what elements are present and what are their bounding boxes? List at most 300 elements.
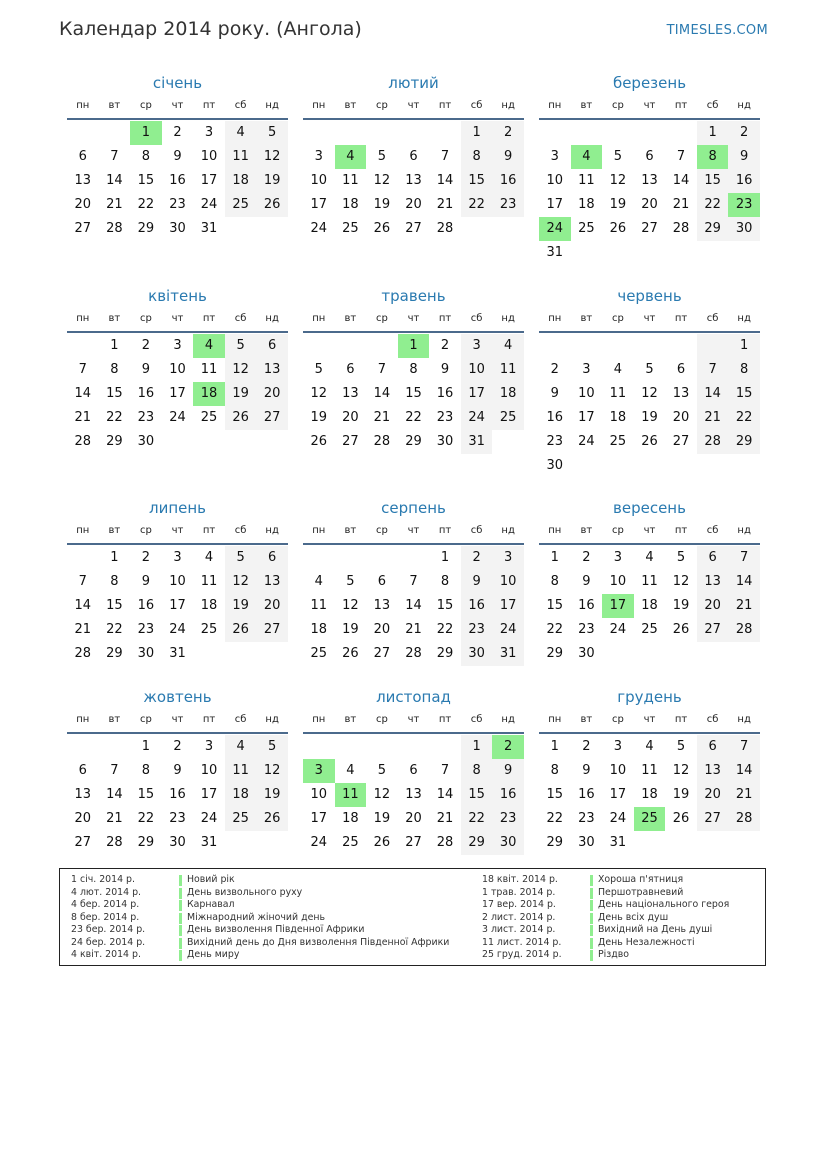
day-cell[interactable]: 10 [609,763,627,778]
day-cell[interactable]: 1 [110,338,119,353]
day-cell[interactable]: 4 [346,763,355,778]
day-cell[interactable]: 7 [728,735,760,759]
day-cell[interactable]: 9 [550,386,559,401]
day-cell[interactable]: 30 [137,434,155,449]
day-cell[interactable]: 10 [169,574,186,589]
day-cell[interactable]: 17 [310,197,328,212]
day-cell[interactable]: 8 [110,362,119,377]
day-cell[interactable]: 17 [602,594,634,618]
day-cell[interactable]: 1 [130,121,162,145]
day-cell[interactable]: 20 [342,410,359,425]
day-cell[interactable]: 12 [225,358,257,382]
day-cell[interactable]: 15 [436,598,454,613]
day-cell[interactable]: 2 [550,362,559,377]
day-cell[interactable]: 3 [582,362,591,377]
day-cell[interactable]: 15 [137,173,155,188]
day-cell[interactable]: 23 [492,193,524,217]
day-cell[interactable]: 13 [697,570,729,594]
day-cell[interactable]: 24 [169,410,186,425]
day-cell[interactable]: 2 [141,338,151,353]
day-cell[interactable]: 29 [697,217,729,241]
day-cell[interactable]: 31 [461,430,493,454]
day-cell[interactable]: 14 [728,570,760,594]
day-cell[interactable]: 21 [728,594,760,618]
day-cell[interactable]: 15 [106,598,123,613]
day-cell[interactable]: 11 [200,574,218,589]
day-cell[interactable]: 14 [436,173,454,188]
day-cell[interactable]: 7 [697,358,729,382]
day-cell[interactable]: 1 [697,121,729,145]
day-cell[interactable]: 19 [609,197,627,212]
day-cell[interactable]: 2 [173,739,182,754]
day-cell[interactable]: 27 [672,434,690,449]
day-cell[interactable]: 10 [546,173,564,188]
day-cell[interactable]: 9 [728,145,760,169]
day-cell[interactable]: 21 [728,783,760,807]
day-cell[interactable]: 31 [200,221,218,236]
day-cell[interactable]: 6 [78,149,87,164]
day-cell[interactable]: 14 [373,386,391,401]
day-cell[interactable]: 6 [346,362,355,377]
day-cell[interactable]: 23 [137,410,155,425]
day-cell[interactable]: 25 [225,193,257,217]
day-cell[interactable]: 8 [461,759,493,783]
day-cell[interactable]: 10 [169,362,186,377]
day-cell[interactable]: 8 [141,149,151,164]
day-cell[interactable]: 30 [461,642,493,666]
day-cell[interactable]: 20 [256,594,288,618]
day-cell[interactable]: 19 [225,382,257,406]
day-cell[interactable]: 30 [169,221,186,236]
day-cell[interactable]: 18 [225,169,257,193]
day-cell[interactable]: 26 [310,434,328,449]
day-cell[interactable]: 5 [676,550,686,565]
day-cell[interactable]: 7 [78,574,87,589]
day-cell[interactable]: 25 [225,807,257,831]
day-cell[interactable]: 4 [571,145,603,169]
day-cell[interactable]: 26 [672,811,690,826]
day-cell[interactable]: 20 [74,197,92,212]
day-cell[interactable]: 30 [578,646,595,661]
day-cell[interactable]: 30 [546,458,564,473]
day-cell[interactable]: 23 [728,193,760,217]
day-cell[interactable]: 6 [377,574,387,589]
day-cell[interactable]: 12 [310,386,328,401]
day-cell[interactable]: 24 [609,622,627,637]
day-cell[interactable]: 21 [74,410,92,425]
day-cell[interactable]: 23 [137,622,155,637]
day-cell[interactable]: 14 [74,598,92,613]
day-cell[interactable]: 19 [373,811,391,826]
day-cell[interactable]: 29 [436,646,454,661]
day-cell[interactable]: 16 [546,410,564,425]
day-cell[interactable]: 4 [645,550,654,565]
day-cell[interactable]: 30 [137,646,155,661]
day-cell[interactable]: 13 [672,386,690,401]
day-cell[interactable]: 5 [346,574,355,589]
day-cell[interactable]: 18 [641,787,658,802]
day-cell[interactable]: 21 [436,811,454,826]
day-cell[interactable]: 5 [225,334,257,358]
day-cell[interactable]: 27 [74,221,92,236]
day-cell[interactable]: 16 [461,594,493,618]
day-cell[interactable]: 23 [436,410,454,425]
day-cell[interactable]: 3 [492,546,524,570]
day-cell[interactable]: 13 [373,598,391,613]
day-cell[interactable]: 1 [461,121,493,145]
day-cell[interactable]: 18 [310,622,328,637]
day-cell[interactable]: 14 [106,173,123,188]
day-cell[interactable]: 19 [256,169,288,193]
day-cell[interactable]: 24 [200,811,218,826]
day-cell[interactable]: 21 [436,197,454,212]
day-cell[interactable]: 12 [672,574,690,589]
day-cell[interactable]: 24 [578,434,595,449]
day-cell[interactable]: 13 [405,173,422,188]
day-cell[interactable]: 12 [225,570,257,594]
day-cell[interactable]: 23 [461,618,493,642]
day-cell[interactable]: 17 [169,386,186,401]
day-cell[interactable]: 26 [641,434,658,449]
day-cell[interactable]: 17 [492,594,524,618]
day-cell[interactable]: 6 [697,546,729,570]
day-cell[interactable]: 22 [546,811,564,826]
day-cell[interactable]: 27 [373,646,391,661]
day-cell[interactable]: 5 [256,735,288,759]
day-cell[interactable]: 28 [436,835,454,850]
day-cell[interactable]: 17 [169,598,186,613]
day-cell[interactable]: 1 [550,550,559,565]
day-cell[interactable]: 12 [256,759,288,783]
day-cell[interactable]: 16 [137,386,155,401]
day-cell[interactable]: 8 [110,574,119,589]
day-cell[interactable]: 16 [492,783,524,807]
day-cell[interactable]: 9 [141,574,151,589]
day-cell[interactable]: 15 [697,169,729,193]
day-cell[interactable]: 8 [461,145,493,169]
day-cell[interactable]: 28 [106,835,123,850]
day-cell[interactable]: 31 [169,646,186,661]
day-cell[interactable]: 24 [609,811,627,826]
day-cell[interactable]: 3 [204,739,214,754]
day-cell[interactable]: 12 [641,386,658,401]
day-cell[interactable]: 16 [137,598,155,613]
day-cell[interactable]: 6 [256,546,288,570]
day-cell[interactable]: 29 [106,434,123,449]
day-cell[interactable]: 16 [492,169,524,193]
day-cell[interactable]: 28 [74,646,92,661]
day-cell[interactable]: 25 [200,622,218,637]
day-cell[interactable]: 30 [492,831,524,855]
day-cell[interactable]: 23 [492,807,524,831]
day-cell[interactable]: 25 [578,221,595,236]
day-cell[interactable]: 6 [78,763,87,778]
day-cell[interactable]: 22 [106,410,123,425]
day-cell[interactable]: 25 [634,807,666,831]
day-cell[interactable]: 7 [110,149,119,164]
day-cell[interactable]: 18 [609,410,627,425]
day-cell[interactable]: 22 [546,622,564,637]
day-cell[interactable]: 20 [672,410,690,425]
site-brand-link[interactable]: TIMESLES.COM [666,23,768,38]
day-cell[interactable]: 20 [74,811,92,826]
day-cell[interactable]: 20 [256,382,288,406]
day-cell[interactable]: 13 [74,173,92,188]
day-cell[interactable]: 8 [440,574,450,589]
day-cell[interactable]: 16 [728,169,760,193]
day-cell[interactable]: 24 [169,622,186,637]
day-cell[interactable]: 3 [173,550,182,565]
day-cell[interactable]: 5 [676,739,686,754]
day-cell[interactable]: 19 [641,410,658,425]
day-cell[interactable]: 17 [461,382,493,406]
day-cell[interactable]: 10 [310,787,328,802]
day-cell[interactable]: 5 [613,149,623,164]
day-cell[interactable]: 21 [672,197,690,212]
day-cell[interactable]: 23 [169,811,186,826]
day-cell[interactable]: 13 [342,386,359,401]
day-cell[interactable]: 20 [697,594,729,618]
day-cell[interactable]: 13 [256,570,288,594]
day-cell[interactable]: 16 [169,787,186,802]
day-cell[interactable]: 12 [672,763,690,778]
day-cell[interactable]: 25 [310,646,328,661]
day-cell[interactable]: 11 [342,173,359,188]
day-cell[interactable]: 9 [440,362,450,377]
day-cell[interactable]: 18 [193,382,225,406]
day-cell[interactable]: 23 [546,434,564,449]
day-cell[interactable]: 11 [335,783,367,807]
day-cell[interactable]: 18 [342,197,359,212]
day-cell[interactable]: 19 [672,787,690,802]
day-cell[interactable]: 3 [173,338,182,353]
day-cell[interactable]: 6 [409,149,418,164]
day-cell[interactable]: 25 [200,410,218,425]
day-cell[interactable]: 22 [137,197,155,212]
day-cell[interactable]: 11 [200,362,218,377]
day-cell[interactable]: 11 [225,759,257,783]
day-cell[interactable]: 22 [728,406,760,430]
day-cell[interactable]: 15 [546,787,564,802]
day-cell[interactable]: 16 [169,173,186,188]
day-cell[interactable]: 28 [672,221,690,236]
day-cell[interactable]: 10 [200,763,218,778]
day-cell[interactable]: 20 [405,197,422,212]
day-cell[interactable]: 4 [335,145,367,169]
day-cell[interactable]: 24 [310,835,328,850]
day-cell[interactable]: 16 [578,598,595,613]
day-cell[interactable]: 20 [405,811,422,826]
day-cell[interactable]: 24 [461,406,493,430]
day-cell[interactable]: 5 [377,763,387,778]
day-cell[interactable]: 11 [609,386,627,401]
day-cell[interactable]: 7 [440,763,450,778]
day-cell[interactable]: 16 [578,787,595,802]
day-cell[interactable]: 10 [461,358,493,382]
day-cell[interactable]: 13 [74,787,92,802]
day-cell[interactable]: 13 [697,759,729,783]
day-cell[interactable]: 22 [461,193,493,217]
day-cell[interactable]: 11 [641,763,658,778]
day-cell[interactable]: 22 [137,811,155,826]
day-cell[interactable]: 27 [697,807,729,831]
day-cell[interactable]: 15 [137,787,155,802]
day-cell[interactable]: 29 [546,646,564,661]
day-cell[interactable]: 26 [256,807,288,831]
day-cell[interactable]: 19 [373,197,391,212]
day-cell[interactable]: 7 [78,362,87,377]
day-cell[interactable]: 2 [492,735,524,759]
day-cell[interactable]: 28 [697,430,729,454]
day-cell[interactable]: 24 [492,618,524,642]
day-cell[interactable]: 4 [645,739,654,754]
day-cell[interactable]: 27 [74,835,92,850]
day-cell[interactable]: 7 [377,362,387,377]
day-cell[interactable]: 26 [672,622,690,637]
day-cell[interactable]: 2 [492,121,524,145]
day-cell[interactable]: 12 [256,145,288,169]
day-cell[interactable]: 24 [539,217,571,241]
day-cell[interactable]: 31 [609,835,627,850]
day-cell[interactable]: 12 [609,173,627,188]
day-cell[interactable]: 9 [461,570,493,594]
day-cell[interactable]: 9 [173,149,182,164]
day-cell[interactable]: 18 [200,598,218,613]
day-cell[interactable]: 20 [641,197,658,212]
day-cell[interactable]: 11 [310,598,328,613]
day-cell[interactable]: 4 [225,735,257,759]
day-cell[interactable]: 1 [728,334,760,358]
day-cell[interactable]: 2 [173,125,182,140]
day-cell[interactable]: 15 [728,382,760,406]
day-cell[interactable]: 7 [440,149,450,164]
day-cell[interactable]: 22 [697,193,729,217]
day-cell[interactable]: 26 [609,221,627,236]
day-cell[interactable]: 5 [256,121,288,145]
day-cell[interactable]: 7 [728,546,760,570]
day-cell[interactable]: 10 [492,570,524,594]
day-cell[interactable]: 10 [310,173,328,188]
day-cell[interactable]: 25 [492,406,524,430]
day-cell[interactable]: 12 [373,787,391,802]
day-cell[interactable]: 27 [405,221,422,236]
day-cell[interactable]: 24 [200,197,218,212]
day-cell[interactable]: 11 [641,574,658,589]
day-cell[interactable]: 29 [137,835,155,850]
day-cell[interactable]: 27 [256,406,288,430]
day-cell[interactable]: 28 [106,221,123,236]
day-cell[interactable]: 3 [303,759,335,783]
day-cell[interactable]: 29 [405,434,422,449]
day-cell[interactable]: 5 [377,149,387,164]
day-cell[interactable]: 23 [169,197,186,212]
day-cell[interactable]: 25 [609,434,627,449]
day-cell[interactable]: 28 [373,434,391,449]
day-cell[interactable]: 11 [225,145,257,169]
day-cell[interactable]: 3 [461,334,493,358]
day-cell[interactable]: 17 [310,811,328,826]
day-cell[interactable]: 4 [492,334,524,358]
day-cell[interactable]: 27 [641,221,658,236]
day-cell[interactable]: 2 [461,546,493,570]
day-cell[interactable]: 23 [578,811,595,826]
day-cell[interactable]: 6 [645,149,654,164]
day-cell[interactable]: 21 [74,622,92,637]
day-cell[interactable]: 24 [310,221,328,236]
day-cell[interactable]: 7 [110,763,119,778]
day-cell[interactable]: 29 [461,831,493,855]
day-cell[interactable]: 3 [550,149,559,164]
day-cell[interactable]: 6 [256,334,288,358]
day-cell[interactable]: 20 [373,622,391,637]
day-cell[interactable]: 1 [461,735,493,759]
day-cell[interactable]: 26 [256,193,288,217]
day-cell[interactable]: 4 [204,550,214,565]
day-cell[interactable]: 3 [613,550,623,565]
day-cell[interactable]: 29 [546,835,564,850]
day-cell[interactable]: 29 [137,221,155,236]
day-cell[interactable]: 15 [546,598,564,613]
day-cell[interactable]: 25 [342,835,359,850]
day-cell[interactable]: 14 [405,598,422,613]
day-cell[interactable]: 21 [106,811,123,826]
day-cell[interactable]: 30 [578,835,595,850]
day-cell[interactable]: 17 [578,410,595,425]
day-cell[interactable]: 8 [550,763,559,778]
day-cell[interactable]: 12 [373,173,391,188]
day-cell[interactable]: 28 [436,221,454,236]
day-cell[interactable]: 1 [141,739,151,754]
day-cell[interactable]: 15 [106,386,123,401]
day-cell[interactable]: 22 [461,807,493,831]
day-cell[interactable]: 23 [578,622,595,637]
day-cell[interactable]: 25 [641,622,658,637]
day-cell[interactable]: 27 [342,434,359,449]
day-cell[interactable]: 14 [74,386,92,401]
day-cell[interactable]: 8 [409,362,418,377]
day-cell[interactable]: 13 [256,358,288,382]
day-cell[interactable]: 4 [193,334,225,358]
day-cell[interactable]: 17 [609,787,627,802]
day-cell[interactable]: 16 [436,386,454,401]
day-cell[interactable]: 6 [697,735,729,759]
day-cell[interactable]: 11 [578,173,595,188]
day-cell[interactable]: 26 [373,835,391,850]
day-cell[interactable]: 21 [405,622,422,637]
day-cell[interactable]: 19 [256,783,288,807]
day-cell[interactable]: 18 [492,382,524,406]
day-cell[interactable]: 21 [697,406,729,430]
day-cell[interactable]: 4 [225,121,257,145]
day-cell[interactable]: 13 [405,787,422,802]
day-cell[interactable]: 28 [728,618,760,642]
day-cell[interactable]: 3 [314,149,323,164]
day-cell[interactable]: 27 [256,618,288,642]
day-cell[interactable]: 9 [582,763,591,778]
day-cell[interactable]: 19 [310,410,328,425]
day-cell[interactable]: 5 [645,362,654,377]
day-cell[interactable]: 9 [582,574,591,589]
day-cell[interactable]: 13 [641,173,658,188]
day-cell[interactable]: 18 [225,783,257,807]
day-cell[interactable]: 14 [672,173,690,188]
day-cell[interactable]: 4 [314,574,323,589]
day-cell[interactable]: 14 [106,787,123,802]
day-cell[interactable]: 10 [200,149,218,164]
day-cell[interactable]: 1 [110,550,119,565]
day-cell[interactable]: 1 [550,739,559,754]
day-cell[interactable]: 25 [342,221,359,236]
